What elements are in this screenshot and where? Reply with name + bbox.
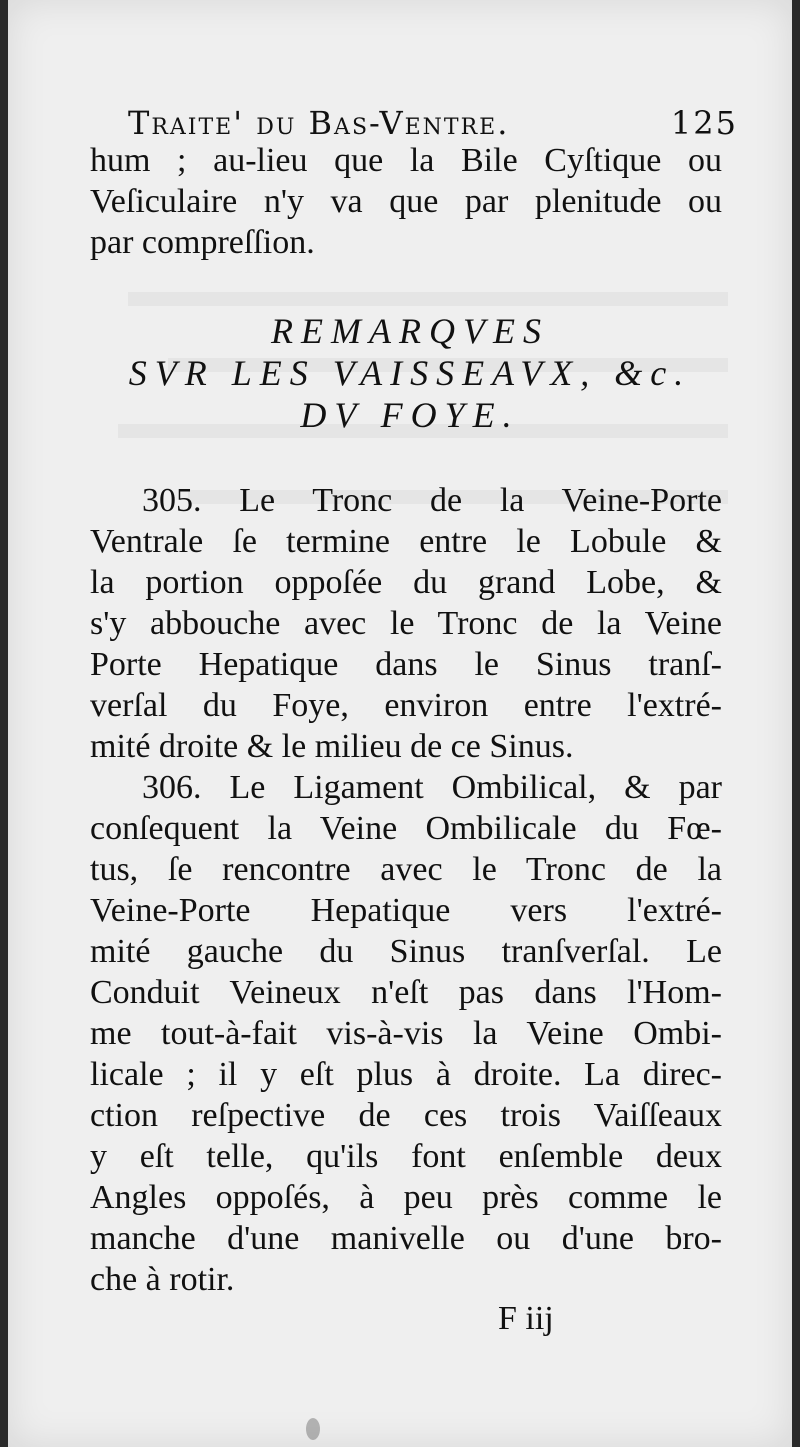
book-page <box>8 0 792 1447</box>
intro-text <box>90 140 722 263</box>
running-head-title: Traite' du Bas-Ventre. <box>128 104 510 142</box>
text-line: me tout-à-fait vis-à-vis la Veine Ombi- <box>90 1015 722 1052</box>
text-line: conſequent la Veine Ombilicale du Fœ- <box>90 810 722 847</box>
text-line: verſal du Foye, environ entre l'extré- <box>90 687 722 724</box>
text-line: s'y abbouche avec le Tronc de la Veine <box>90 605 722 642</box>
text-line: hum ; au-lieu que la Bile Cyſtique ou <box>90 142 722 179</box>
text-line: Veine-Porte Hepatique vers l'extré- <box>90 892 722 929</box>
text-line: tus, ſe rencontre avec le Tronc de la <box>90 851 722 888</box>
heading-line-3: DV FOYE. <box>300 395 520 435</box>
page-number: 125 <box>670 104 738 142</box>
text-line: mité droite & le milieu de ce Sinus. <box>90 728 574 765</box>
text-line: 306. Le Ligament Ombilical, & par <box>142 769 722 806</box>
text-line: y eſt telle, qu'ils font enſemble deux <box>90 1138 722 1175</box>
text-line: Porte Hepatique dans le Sinus tranſ- <box>90 646 722 683</box>
heading-line-2: SVR LES VAISSEAVX, &c. <box>128 353 692 393</box>
text-line: 305. Le Tronc de la Veine-Porte <box>142 482 722 519</box>
heading-line-1: REMARQVES <box>271 311 549 351</box>
text-line: mité gauche du Sinus tranſverſal. Le <box>90 933 722 970</box>
text-line: par compreſſion. <box>90 224 315 261</box>
text-line: Veſiculaire n'y va que par plenitude ou <box>90 183 722 220</box>
text-line: Ventrale ſe termine entre le Lobule & <box>90 523 722 560</box>
signature-mark: F iij <box>498 1300 554 1337</box>
paragraph-305 <box>90 480 722 767</box>
text-line: la portion oppoſée du grand Lobe, & <box>90 564 722 601</box>
text-line: manche d'une manivelle ou d'une bro- <box>90 1220 722 1257</box>
ink-blot <box>306 1418 320 1440</box>
text-line: Angles oppoſés, à peu près comme le <box>90 1179 722 1216</box>
text-line: licale ; il y eſt plus à droite. La direc- <box>90 1056 722 1093</box>
text-line: ction reſpective de ces trois Vaiſſeaux <box>90 1097 722 1134</box>
text-line: Conduit Veineux n'eſt pas dans l'Hom- <box>90 974 722 1011</box>
paragraph-306 <box>90 767 722 1300</box>
text-line: che à rotir. <box>90 1261 235 1298</box>
section-heading <box>90 310 730 436</box>
running-head <box>128 104 738 142</box>
